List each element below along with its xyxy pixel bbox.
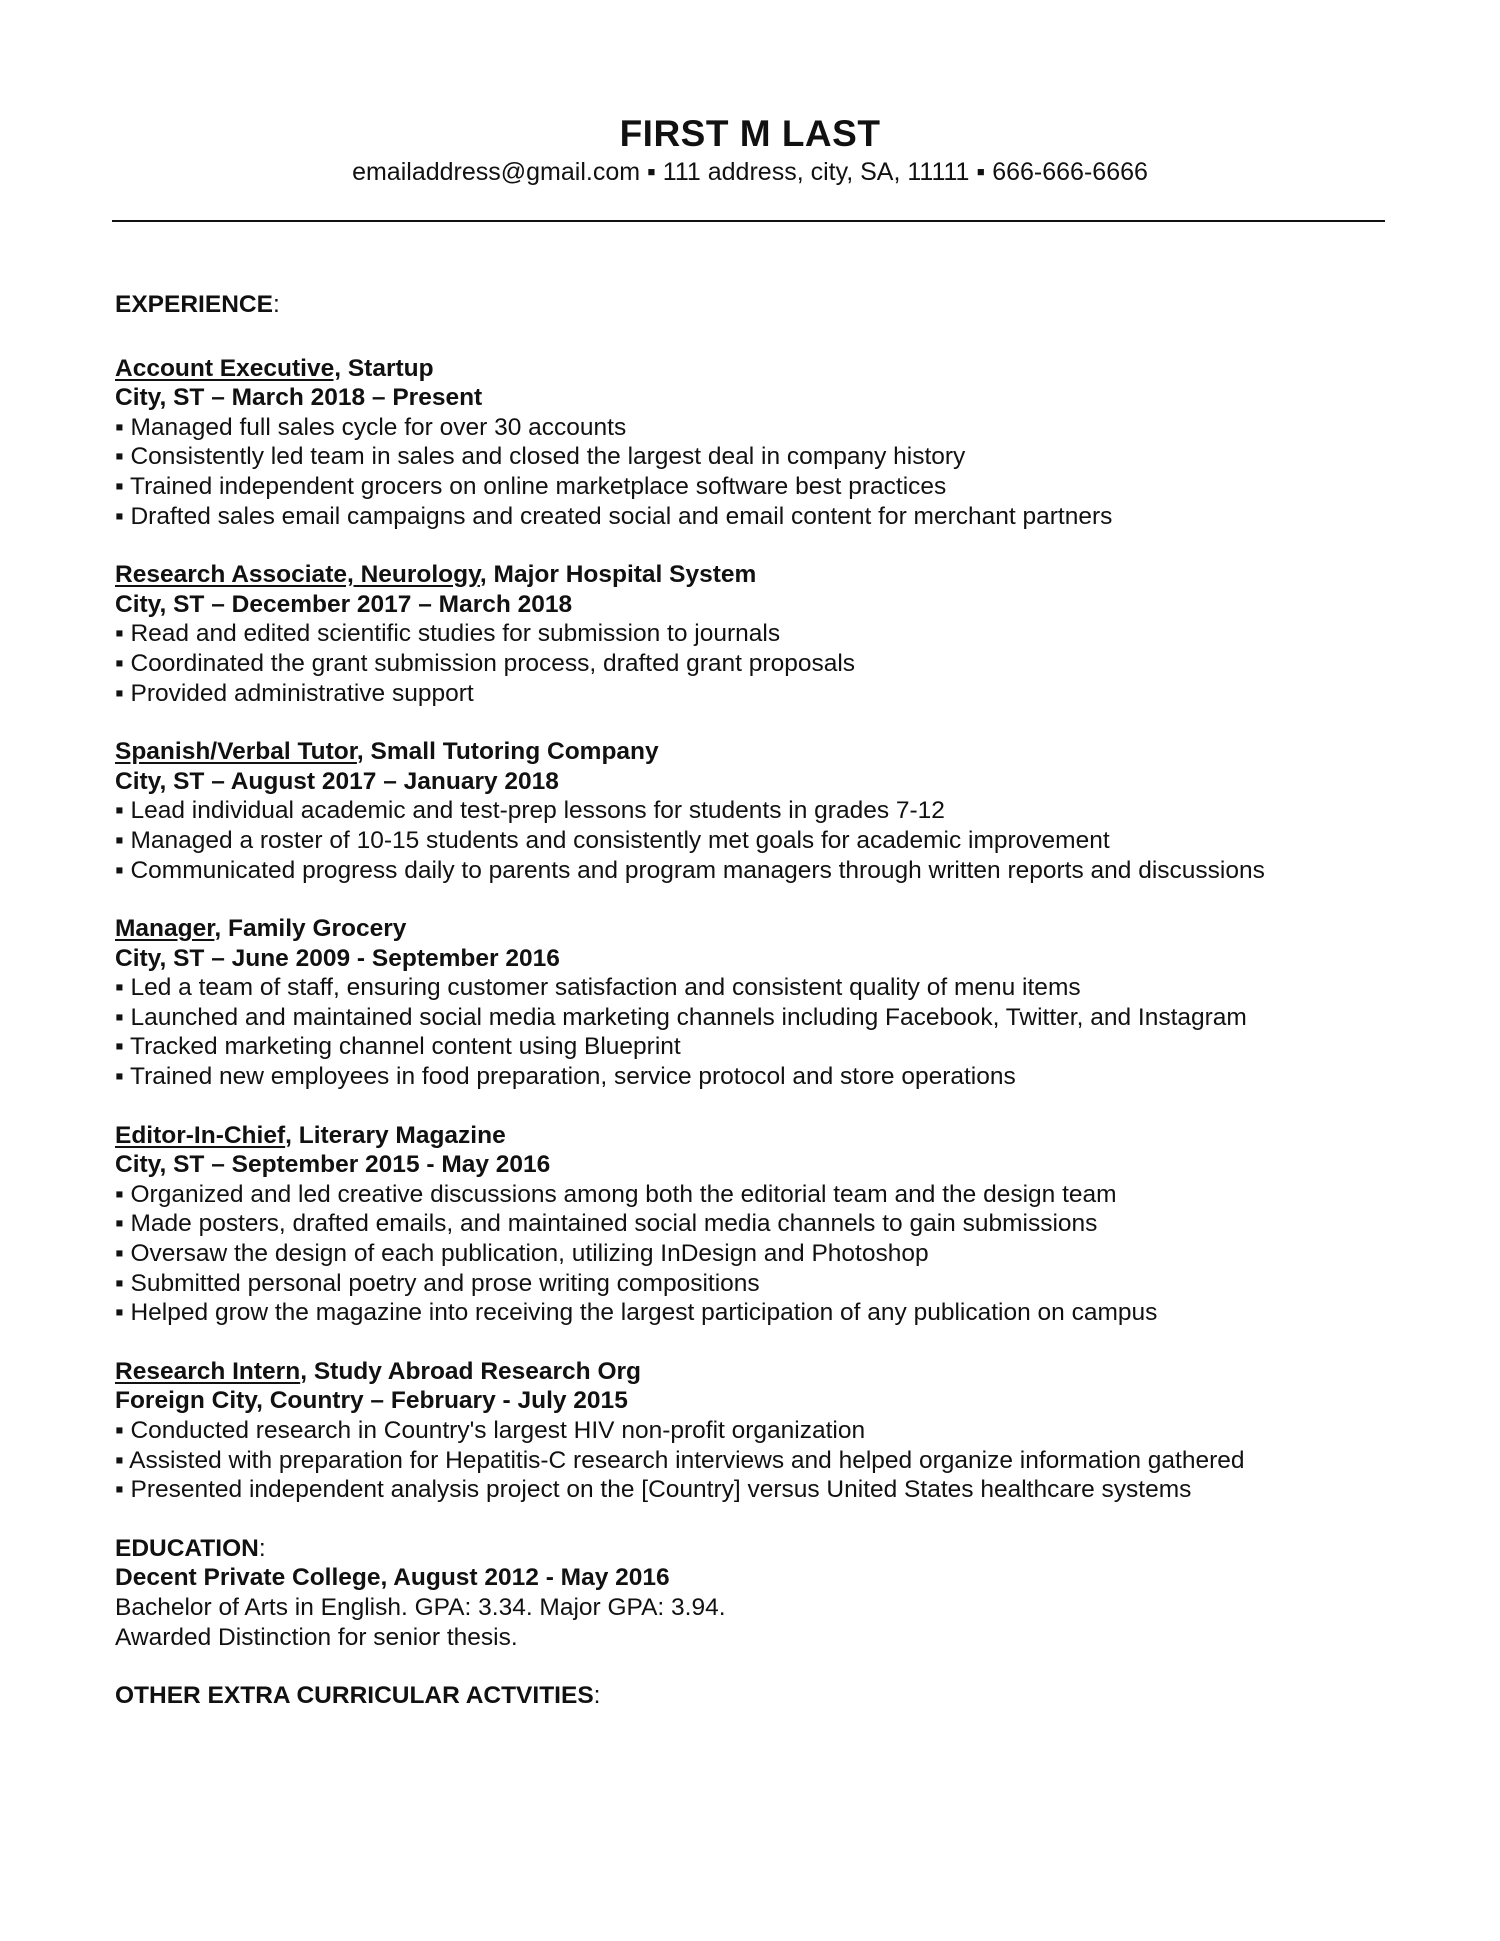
job-heading xyxy=(115,354,1395,384)
job-org: Small Tutoring Company xyxy=(370,738,659,766)
job-bullet: ▪ Made posters, drafted emails, and maintained social media channels to gain submissions xyxy=(115,1210,1098,1238)
contact-line: emailaddress@gmail.com ▪ 111 address, city, SA, 11111 ▪ 666-666-6666 xyxy=(352,158,1148,186)
job-bullets xyxy=(115,619,1395,708)
job-bullet: ▪ Drafted sales email campaigns and created social and email content for merchant partners xyxy=(115,502,1113,530)
job-role: Research Associate, Neurology xyxy=(115,561,480,589)
job-heading xyxy=(115,1121,1395,1151)
job-sep: , xyxy=(214,915,229,943)
activities-heading-colon: : xyxy=(593,1682,601,1710)
job-location-dates: City, ST – March 2018 – Present xyxy=(115,384,483,412)
job-sep: , xyxy=(356,738,371,766)
job-entry xyxy=(115,1121,1395,1328)
job-bullet: ▪ Trained independent grocers on online marketplace software best practices xyxy=(115,472,947,500)
job-org: Major Hospital System xyxy=(493,561,757,589)
job-bullet: ▪ Managed a roster of 10-15 students and consistently met goals for academic improvement xyxy=(115,826,1110,854)
job-role: Account Executive, xyxy=(115,354,342,382)
education-honor: Awarded Distinction for senior thesis. xyxy=(115,1623,518,1651)
experience-heading-colon: : xyxy=(272,291,280,318)
job-bullet: ▪ Helped grow the magazine into receiving the largest participation of any publication on campus xyxy=(115,1299,1158,1327)
job-bullet: ▪ Consistently led team in sales and closed the largest deal in company history xyxy=(115,443,966,471)
job-role: Manager xyxy=(115,915,215,943)
job-sep: , xyxy=(300,1357,314,1385)
spacer xyxy=(115,708,1395,737)
education-heading xyxy=(115,1534,1395,1564)
job-bullet: ▪ Submitted personal poetry and prose writing compositions xyxy=(115,1269,760,1297)
job-location-dates: City, ST – August 2017 – January 2018 xyxy=(115,767,559,795)
job-sep: , xyxy=(285,1121,299,1149)
job-bullet: ▪ Assisted with preparation for Hepatitis-C research interviews and helped organize information gathered xyxy=(115,1446,1245,1474)
job-location-dates: City, ST – September 2015 - May 2016 xyxy=(115,1151,551,1179)
job-bullet: ▪ Lead individual academic and test-prep lessons for students in grades 7-12 xyxy=(115,797,945,825)
resume-body xyxy=(115,290,1395,1711)
job-bullet: ▪ Provided administrative support xyxy=(115,679,474,707)
job-entry xyxy=(115,914,1395,1092)
job-location-dates: Foreign City, Country – February - July 2015 xyxy=(115,1387,628,1415)
education-heading-text: EDUCATION xyxy=(115,1534,259,1562)
job-sep xyxy=(341,355,348,382)
job-bullets xyxy=(115,1180,1395,1328)
job-bullets xyxy=(115,1416,1395,1505)
job-org: Study Abroad Research Org xyxy=(313,1357,642,1385)
education-degree: Bachelor of Arts in English. GPA: 3.34. Major GPA: 3.94. xyxy=(115,1593,726,1621)
job-org: Startup xyxy=(347,354,434,382)
job-role: Spanish/Verbal Tutor xyxy=(115,738,357,766)
job-bullets xyxy=(115,413,1395,531)
experience-heading xyxy=(115,290,1395,320)
job-bullet: ▪ Tracked marketing channel content using Blueprint xyxy=(115,1033,681,1061)
header-divider xyxy=(112,220,1385,222)
spacer xyxy=(115,885,1395,914)
activities-heading xyxy=(115,1681,1395,1711)
job-location-dates: City, ST – December 2017 – March 2018 xyxy=(115,590,573,618)
job-entry xyxy=(115,1357,1395,1505)
spacer xyxy=(115,1092,1395,1121)
job-entry xyxy=(115,354,1395,532)
education-heading-colon: : xyxy=(258,1534,266,1562)
spacer xyxy=(115,1328,1395,1357)
spacer xyxy=(115,320,1395,354)
spacer xyxy=(115,1505,1395,1534)
job-role: Research Intern xyxy=(115,1357,301,1385)
spacer xyxy=(115,1652,1395,1681)
experience-heading-text: EXPERIENCE xyxy=(115,291,273,318)
job-bullet: ▪ Communicated progress daily to parents and program managers through written reports and discussions xyxy=(115,856,1265,884)
job-bullet: ▪ Organized and led creative discussions among both the editorial team and the design team xyxy=(115,1180,1117,1208)
job-bullet: ▪ Presented independent analysis project on the [Country] versus United States healthcare systems xyxy=(115,1476,1192,1504)
candidate-name: FIRST M LAST xyxy=(619,113,881,154)
job-sep: , xyxy=(479,561,494,589)
job-heading xyxy=(115,914,1395,944)
job-bullet: ▪ Conducted research in Country's largest HIV non-profit organization xyxy=(115,1417,866,1444)
spacer xyxy=(115,531,1395,560)
job-location-dates: City, ST – June 2009 - September 2016 xyxy=(115,944,560,972)
job-org: Literary Magazine xyxy=(298,1121,506,1149)
job-entry xyxy=(115,737,1395,885)
job-heading xyxy=(115,1357,1395,1387)
job-entry xyxy=(115,560,1395,708)
job-org: Family Grocery xyxy=(228,915,407,943)
job-bullets xyxy=(115,796,1395,885)
job-bullet: ▪ Read and edited scientific studies for submission to journals xyxy=(115,620,781,648)
job-role: Editor-In-Chief xyxy=(115,1121,286,1149)
activities-heading-text: OTHER EXTRA CURRICULAR ACTVITIES xyxy=(115,1682,594,1710)
education-school: Decent Private College, August 2012 - May 2016 xyxy=(115,1564,670,1592)
job-bullet: ▪ Launched and maintained social media marketing channels including Facebook, Twitter, and Instagram xyxy=(115,1003,1247,1031)
job-bullet: ▪ Coordinated the grant submission process, drafted grant proposals xyxy=(115,649,856,677)
job-bullets xyxy=(115,973,1395,1091)
job-bullet: ▪ Trained new employees in food preparation, service protocol and store operations xyxy=(115,1063,1016,1091)
job-bullet: ▪ Oversaw the design of each publication, utilizing InDesign and Photoshop xyxy=(115,1240,929,1268)
job-bullet: ▪ Managed full sales cycle for over 30 accounts xyxy=(115,413,627,441)
job-heading xyxy=(115,560,1395,590)
job-bullet: ▪ Led a team of staff, ensuring customer satisfaction and consistent quality of menu items xyxy=(115,974,1081,1002)
job-heading xyxy=(115,737,1395,767)
